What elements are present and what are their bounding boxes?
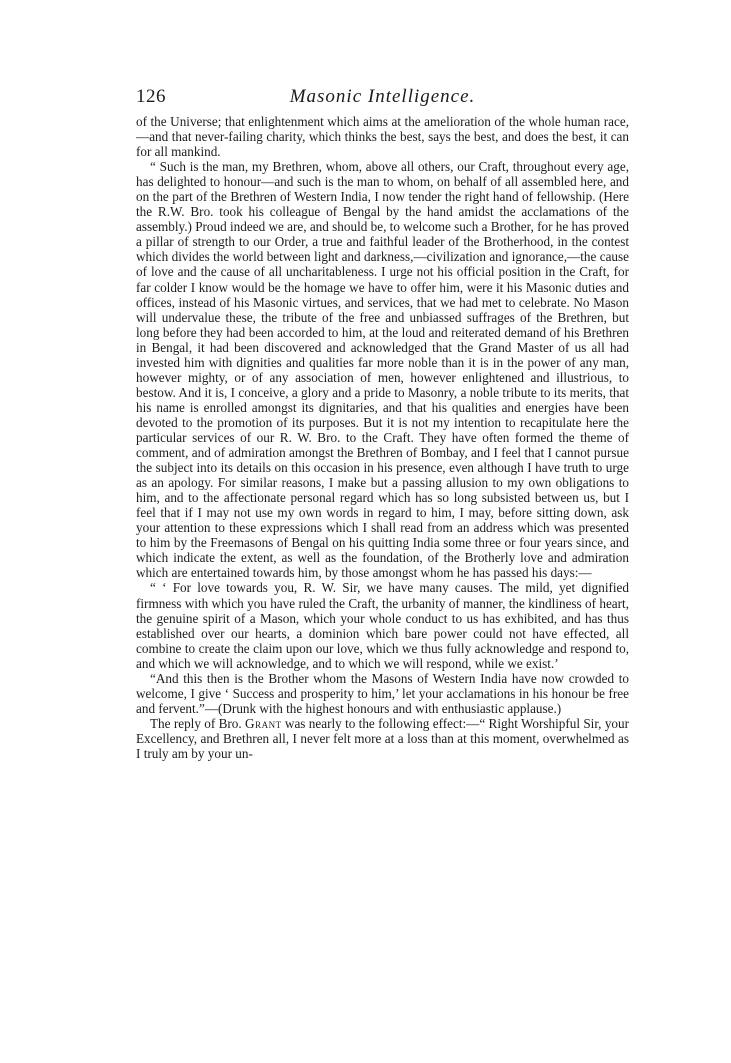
page-number: 126 <box>136 86 166 107</box>
paragraph: “ Such is the man, my Brethren, whom, above all others, our Craft, throughout every age, has delighted to honour—and such is the man to whom, on behalf of all assembled here, and on the part of the Brethren of Western India, I now tender the right hand of fellowship. (Here the R.W. Bro. took his colleague of Bengal by the hand amidst the acclamations of the assembly.) Proud indeed we are, and should be, to welcome such a Brother, for he has proved a pillar of strength to our Order, a true and faithful leader of the Brotherhood, in the contest which divides the world between light and darkness,—civilization and ignorance,—the cause of love and the cause of all uncharitableness. I urge not his official position in the Craft, for far colder I know would be the homage we have to offer him, were it his Masonic duties and offices, instead of his Masonic virtues, and services, that we had met to celebrate. No Mason will undervalue these, the tribute of the free and unbiassed suffrages of the Brethren, but long before they had been accorded to him, at the loud and reiterated demand of his Brethren in Bengal, it had been discovered and acknowledged that the Grand Master of us all had invested him with dignities and qualities far more noble than it is in the power of any man, however mighty, or of any association of men, however enlightened and illustrious, to bestow. And it is, I conceive, a glory and a pride to Masonry, a noble tribute to its merits, that his name is enrolled amongst its dignitaries, and that his qualities and energies have been devoted to the promotion of its purposes. But it is not my intention to recapitulate here the particular services of our R. W. Bro. to the Craft. They have often formed the theme of comment, and of admiration amongst the Brethren of Bombay, and I feel that I cannot pursue the subject into its details on this occasion in his presence, even although I have truth to urge as an apology. For similar reasons, I make but a passing allusion to my own obligations to him, and to the affectionate personal regard which has so long subsisted between us, but I feel that if I may not use my own words in regard to him, I may, before sitting down, ask your attention to these expressions which I shall read from an address which was presented to him by the Freemasons of Bengal on his quitting India some three or four years since, and which indicate the extent, as well as the foundation, of the Brotherly love and admiration which are entertained towards him, by those amongst whom he has passed his days:— <box>136 159 630 581</box>
paragraph-text: was nearly to the following effect:—“ Right Worshipful Sir, your Excellency, and Brethren all, I never felt more at a loss than at this moment, overwhelmed as I truly am by your un- <box>136 715 629 761</box>
paragraph: “And this then is the Brother whom the Masons of Western India have now crowded to welcome, I give ‘ Success and prosperity to him,’ let your acclamations in his honour be free and fervent.”—(Drunk with the highest honours and with enthusiastic applause.) <box>136 670 629 716</box>
article-body <box>136 114 629 761</box>
speaker-name: Grant <box>245 715 282 731</box>
running-title: Masonic Intelligence. <box>289 86 476 107</box>
book-page <box>136 86 629 761</box>
paragraph-text: The reply of Bro. <box>150 715 246 731</box>
page-header <box>136 86 629 112</box>
paragraph: of the Universe; that enlightenment which aims at the amelioration of the whole human race,—and that never-failing charity, which thinks the best, says the best, and does the best, it can for all mankind. <box>136 114 629 160</box>
paragraph <box>136 716 629 761</box>
paragraph: “ ‘ For love towards you, R. W. Sir, we have many causes. The mild, yet dignified firmness with which you have ruled the Craft, the urbanity of manner, the kindliness of heart, the genuine spirit of a Mason, which your whole conduct to us has exhibited, and has thus established over our hearts, a dominion which bare power could not have effected, all combine to create the claim upon our love, which we thus fully acknowledge and respond to, and which we will acknowledge, and to which we will respond, while we exist.’ <box>136 580 629 671</box>
